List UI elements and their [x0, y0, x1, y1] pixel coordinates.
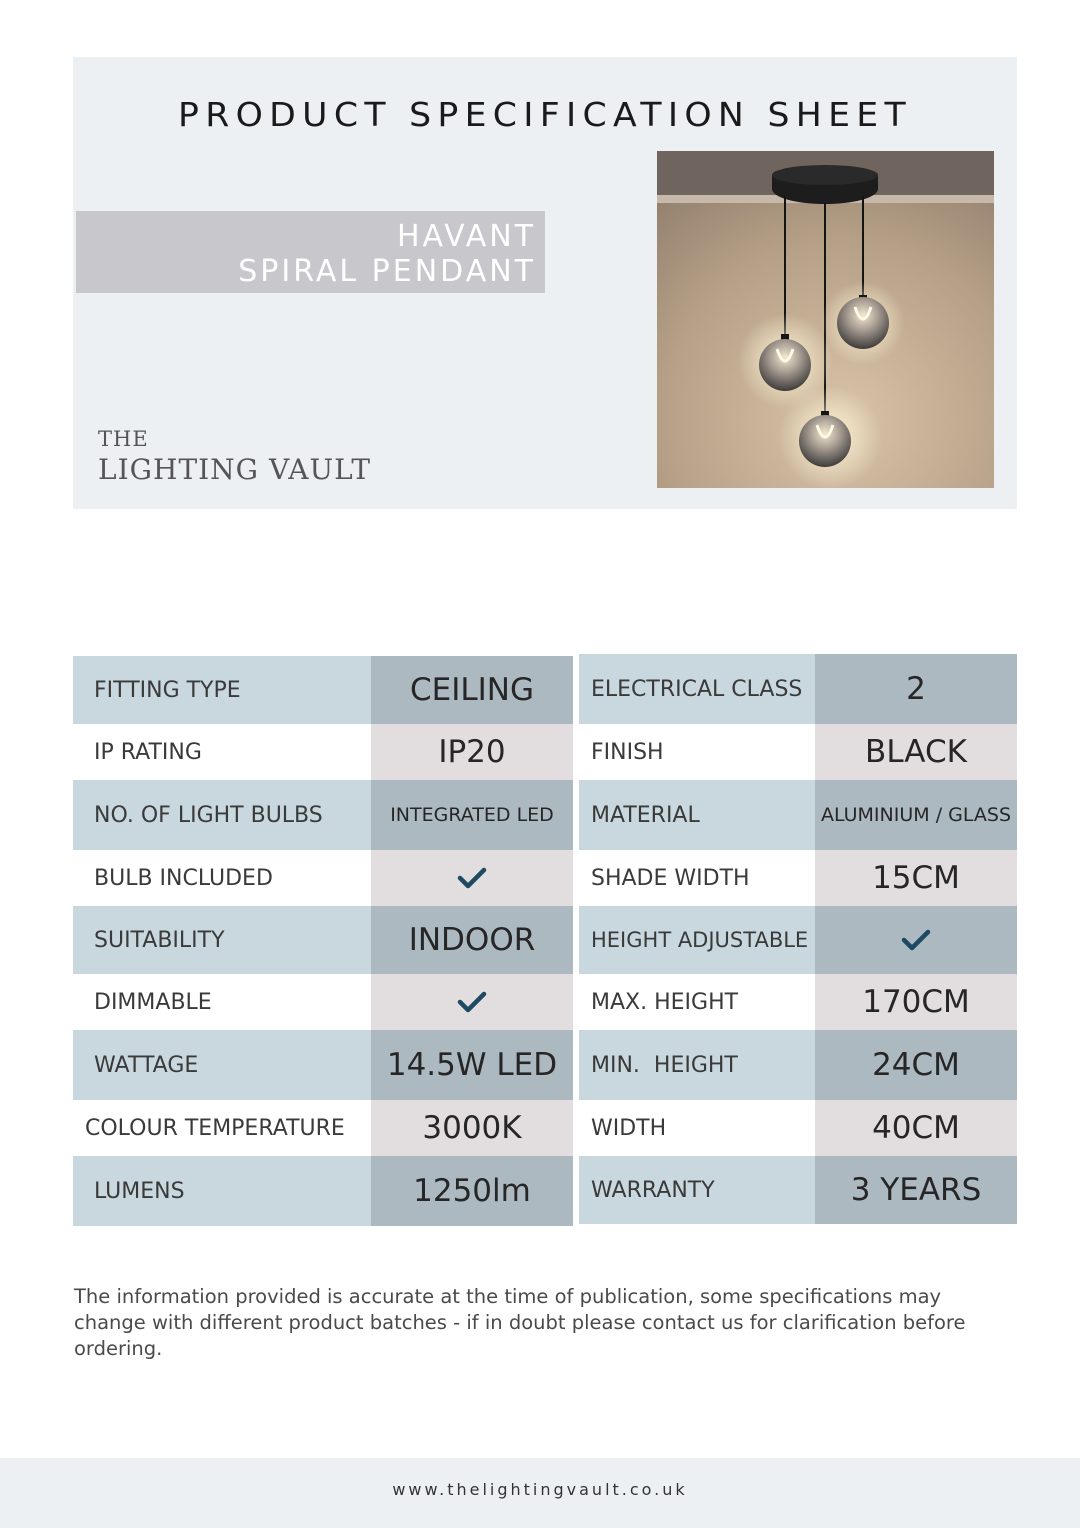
checkmark-icon: [457, 866, 487, 890]
spec-row-wattage: [73, 1030, 573, 1100]
spec-label: IP RATING: [73, 724, 371, 780]
footer-bar: [0, 1458, 1080, 1528]
spec-label: DIMMABLE: [73, 974, 371, 1030]
spec-label: WATTAGE: [73, 1030, 371, 1100]
spec-value: INDOOR: [371, 906, 573, 974]
spec-label: BULB INCLUDED: [73, 850, 371, 906]
spec-value: 3 YEARS: [815, 1156, 1017, 1224]
spec-row-width: [579, 1100, 1017, 1156]
spec-row-height-adjustable: [579, 906, 1017, 974]
spec-row-suitability: [73, 906, 573, 974]
spec-value: 24CM: [815, 1030, 1017, 1100]
logo-line2: LIGHTING VAULT: [98, 453, 372, 486]
spec-row-fitting-type: [73, 656, 573, 724]
spec-row-electrical-class: [579, 654, 1017, 724]
checkmark-icon: [457, 990, 487, 1014]
spec-value: 40CM: [815, 1100, 1017, 1156]
spec-value: 3000K: [371, 1100, 573, 1156]
spec-value: 170CM: [815, 974, 1017, 1030]
brand-logo: [98, 427, 371, 486]
spec-label: MATERIAL: [579, 780, 815, 850]
spec-row-ip-rating: [73, 724, 573, 780]
spec-label: WARRANTY: [579, 1156, 815, 1224]
spec-value: ALUMINIUM / GLASS: [815, 780, 1017, 850]
spec-label: NO. OF LIGHT BULBS: [73, 780, 371, 850]
spec-row-shade-width: [579, 850, 1017, 906]
spec-label: WIDTH: [579, 1100, 815, 1156]
product-name-line1: HAVANT: [396, 219, 536, 254]
spec-label: SUITABILITY: [73, 906, 371, 974]
header-panel: [73, 57, 1017, 509]
spec-row-warranty: [579, 1156, 1017, 1224]
spec-label: HEIGHT ADJUSTABLE: [579, 906, 815, 974]
disclaimer-text: The information provided is accurate at the time of publication, some specifications may change with different product batches - if in doubt please contact us for clarification before ordering.: [74, 1285, 966, 1360]
spec-row-dimmable: [73, 974, 573, 1030]
spec-label: MAX. HEIGHT: [579, 974, 815, 1030]
spec-label: FINISH: [579, 724, 815, 780]
spec-value: 15CM: [815, 850, 1017, 906]
spec-row-material: [579, 780, 1017, 850]
spec-label: LUMENS: [73, 1156, 371, 1226]
spec-row-colour-temperature: [73, 1100, 573, 1156]
product-photo: [657, 151, 994, 488]
spec-row-lumens: [73, 1156, 573, 1226]
document-title: PRODUCT SPECIFICATION SHEET: [178, 95, 912, 134]
spec-value: [815, 906, 1017, 974]
spec-label: FITTING TYPE: [73, 656, 371, 724]
spec-value: [371, 974, 573, 1030]
spec-row-min-height: [579, 1030, 1017, 1100]
spec-value: [371, 850, 573, 906]
spec-value: 1250lm: [371, 1156, 573, 1226]
spec-label: SHADE WIDTH: [579, 850, 815, 906]
spec-row-light-bulbs: [73, 780, 573, 850]
checkmark-icon: [901, 928, 931, 952]
specification-table: [73, 654, 1017, 1226]
product-name-line2: SPIRAL PENDANT: [238, 254, 536, 289]
spec-label: MIN. HEIGHT: [579, 1030, 815, 1100]
spec-value: 14.5W LED: [371, 1030, 573, 1100]
spec-label: ELECTRICAL CLASS: [579, 654, 815, 724]
spec-value: INTEGRATED LED: [371, 780, 573, 850]
website-link[interactable]: www.thelightingvault.co.uk: [392, 1480, 688, 1499]
spec-row-max-height: [579, 974, 1017, 1030]
spec-row-finish: [579, 724, 1017, 780]
spec-value: CEILING: [371, 656, 573, 724]
spec-row-bulb-included: [73, 850, 573, 906]
product-name-box: [76, 211, 545, 293]
spec-value: IP20: [371, 724, 573, 780]
spec-label: COLOUR TEMPERATURE: [73, 1100, 371, 1156]
logo-line1: THE: [98, 427, 149, 451]
spec-value: BLACK: [815, 724, 1017, 780]
spec-value: 2: [815, 654, 1017, 724]
